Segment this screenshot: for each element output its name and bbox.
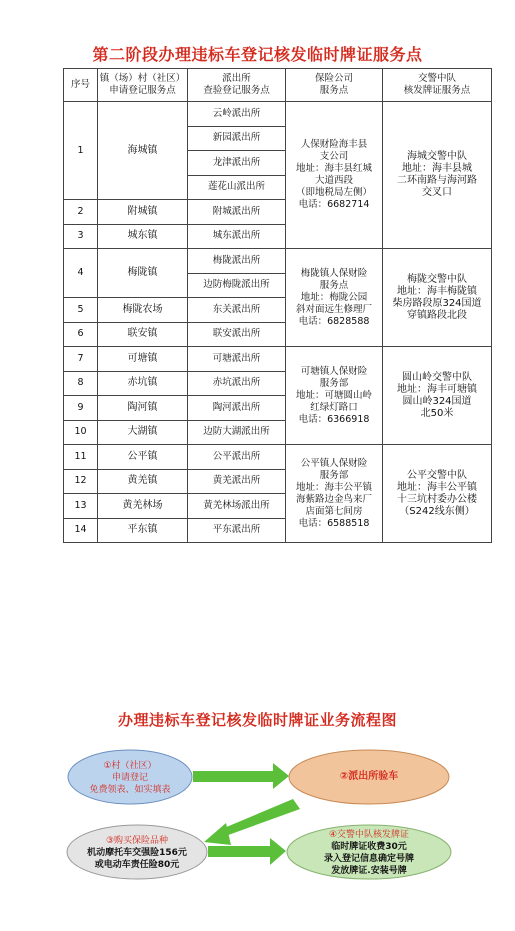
step4-line1: ④交警中队核发牌证 — [328, 830, 410, 840]
traffic-line: 柴房路段原324国道 — [392, 297, 482, 309]
table-header-row — [64, 69, 492, 102]
step3-label — [68, 835, 206, 871]
town-cell: 可塘镇 — [98, 347, 188, 372]
town-cell: 海城镇 — [98, 102, 188, 200]
insurance-line: 人保财险海丰县 — [300, 139, 368, 150]
header-traffic — [383, 69, 492, 102]
traffic-line: 圆山岭324国道 — [402, 395, 472, 407]
header-insurance-line1: 保险公司 — [314, 73, 353, 84]
police-station-cell: 附城派出所 — [188, 200, 286, 225]
town-cell: 黄羌林场 — [98, 494, 188, 519]
police-station-cell: 新园派出所 — [188, 126, 286, 151]
traffic-line: 地址：海丰可塘镇 — [397, 383, 477, 395]
insurance-cell — [286, 102, 383, 249]
insurance-line: 服务部 — [319, 469, 349, 481]
header-traffic-line1: 交警中队 — [417, 73, 456, 84]
town-cell: 平东镇 — [98, 518, 188, 543]
insurance-line: 服务部 — [319, 377, 349, 389]
insurance-line: 地址：梅陇公园 — [300, 291, 368, 303]
police-station-cell: 城东派出所 — [188, 224, 286, 249]
row-number: 7 — [64, 347, 98, 372]
town-cell: 陶河镇 — [98, 396, 188, 421]
table-row — [64, 347, 492, 372]
step4-label — [289, 829, 449, 877]
traffic-line: 公平交警中队 — [407, 469, 467, 481]
traffic-line: 海城交警中队 — [407, 151, 467, 162]
insurance-line: 电话：6588518 — [298, 517, 370, 529]
police-station-cell: 边防梅陇派出所 — [188, 273, 286, 298]
traffic-line: 十三坑村委办公楼 — [397, 493, 477, 505]
police-station-cell: 云岭派出所 — [188, 102, 286, 127]
traffic-line: 梅陇交警中队 — [407, 273, 467, 285]
header-town-line1: 镇（场）村（社区） — [99, 73, 186, 84]
police-station-cell: 公平派出所 — [188, 445, 286, 470]
insurance-line: 店面第七间房 — [305, 505, 363, 517]
insurance-line: 地址：海丰县红城 — [295, 163, 372, 174]
town-cell: 梅陇镇 — [98, 249, 188, 298]
page-title: 第二阶段办理违标车登记核发临时牌证服务点 — [92, 45, 423, 64]
insurance-line: 公平镇人保财险 — [300, 457, 368, 469]
step3-line2: 机动摩托车交强险156元 — [87, 848, 187, 858]
town-cell: 梅陇农场 — [98, 298, 188, 323]
insurance-line: 电话：6828588 — [298, 315, 370, 327]
header-insurance — [286, 69, 383, 102]
header-no: 序号 — [64, 69, 98, 102]
town-cell: 公平镇 — [98, 445, 188, 470]
row-number: 11 — [64, 445, 98, 470]
header-traffic-line2: 核发牌证服务点 — [403, 85, 471, 96]
traffic-cell — [383, 347, 492, 445]
row-number: 9 — [64, 396, 98, 421]
row-number: 6 — [64, 322, 98, 347]
table-row — [64, 102, 492, 127]
town-cell: 联安镇 — [98, 322, 188, 347]
step1-label — [70, 760, 190, 796]
police-station-cell: 边防大湖派出所 — [188, 420, 286, 445]
traffic-line: 地址：海丰梅陇镇 — [397, 285, 477, 297]
step2-label: ②派出所验车 — [339, 771, 399, 782]
traffic-line: 圆山岭交警中队 — [402, 371, 472, 383]
insurance-line: 大道西段 — [314, 175, 353, 186]
traffic-line: 交叉口 — [422, 187, 452, 198]
table-row — [64, 445, 492, 470]
row-number: 10 — [64, 420, 98, 445]
insurance-line: 海紫路边金鸟来厂 — [295, 493, 372, 505]
table-row — [64, 249, 492, 274]
insurance-line: 服务点 — [319, 279, 349, 291]
step1-line3: 免费领表、如实填表 — [89, 785, 171, 795]
traffic-line: （S242线东侧） — [399, 505, 475, 517]
row-number: 3 — [64, 224, 98, 249]
row-number: 2 — [64, 200, 98, 225]
header-insurance-line2: 服务点 — [319, 85, 349, 96]
header-town-line2: 申请登记服务点 — [109, 85, 176, 96]
police-station-cell: 赤坑派出所 — [188, 371, 286, 396]
insurance-line: 斜对面远生修理厂 — [295, 303, 372, 315]
insurance-line: 可塘镇人保财险 — [300, 365, 368, 377]
insurance-cell — [286, 249, 383, 347]
town-cell: 赤坑镇 — [98, 371, 188, 396]
service-points-table — [63, 68, 492, 543]
insurance-line: 梅陇镇人保财险 — [300, 267, 368, 279]
police-station-cell: 莲花山派出所 — [188, 175, 286, 200]
police-station-cell: 龙津派出所 — [188, 151, 286, 176]
header-police — [188, 69, 286, 102]
step4-line2: 临时牌证收费30元 — [331, 842, 407, 852]
police-station-cell: 东关派出所 — [188, 298, 286, 323]
flow-title: 办理违标车登记核发临时牌证业务流程图 — [117, 711, 397, 729]
step4-line4: 发放牌证.安装号牌 — [331, 866, 407, 876]
insurance-line: 地址：可塘圆山岭 — [295, 389, 372, 401]
police-station-cell: 平东派出所 — [188, 518, 286, 543]
traffic-line: 地址：海丰公平镇 — [397, 481, 477, 493]
insurance-line: （即地税局左侧） — [295, 187, 372, 198]
row-number: 12 — [64, 469, 98, 494]
police-station-cell: 黄羌林场派出所 — [188, 494, 286, 519]
police-station-cell: 梅陇派出所 — [188, 249, 286, 274]
traffic-cell — [383, 445, 492, 543]
row-number: 14 — [64, 518, 98, 543]
insurance-line: 红绿灯路口 — [310, 401, 358, 413]
police-station-cell: 黄羌派出所 — [188, 469, 286, 494]
step4-line3: 录入登记信息确定号牌 — [323, 854, 414, 864]
police-station-cell: 可塘派出所 — [188, 347, 286, 372]
header-town — [98, 69, 188, 102]
insurance-line: 支公司 — [319, 151, 349, 162]
insurance-line: 电话：6366918 — [298, 413, 370, 425]
police-station-cell: 联安派出所 — [188, 322, 286, 347]
arrow-step1-to-step2 — [193, 763, 289, 789]
traffic-cell — [383, 102, 492, 249]
town-cell: 大湖镇 — [98, 420, 188, 445]
traffic-line: 地址：海丰县城 — [402, 163, 472, 174]
traffic-line: 北50米 — [420, 407, 454, 419]
table-body — [64, 102, 492, 543]
insurance-cell — [286, 445, 383, 543]
step1-line2: 申请登记 — [111, 773, 148, 783]
traffic-line: 二环南路与海河路 — [397, 175, 477, 186]
police-station-cell: 陶河派出所 — [188, 396, 286, 421]
insurance-cell — [286, 347, 383, 445]
row-number: 8 — [64, 371, 98, 396]
arrow-step2-to-step3 — [204, 799, 300, 845]
row-number: 4 — [64, 249, 98, 298]
header-police-line1: 派出所 — [222, 73, 251, 84]
row-number: 5 — [64, 298, 98, 323]
insurance-line: 地址：海丰公平镇 — [295, 481, 372, 493]
step1-line1: ①村（社区） — [103, 761, 157, 771]
header-police-line2: 查验登记服务点 — [203, 85, 270, 96]
row-number: 1 — [64, 102, 98, 200]
town-cell: 黄羌镇 — [98, 469, 188, 494]
step3-line3: 或电动车责任险80元 — [94, 860, 180, 870]
traffic-line: 穿镇路段北段 — [407, 309, 467, 321]
town-cell: 附城镇 — [98, 200, 188, 225]
traffic-cell — [383, 249, 492, 347]
row-number: 13 — [64, 494, 98, 519]
step3-line1: ③购买保险品种 — [105, 836, 169, 846]
town-cell: 城东镇 — [98, 224, 188, 249]
insurance-line: 电话：6682714 — [298, 199, 370, 210]
